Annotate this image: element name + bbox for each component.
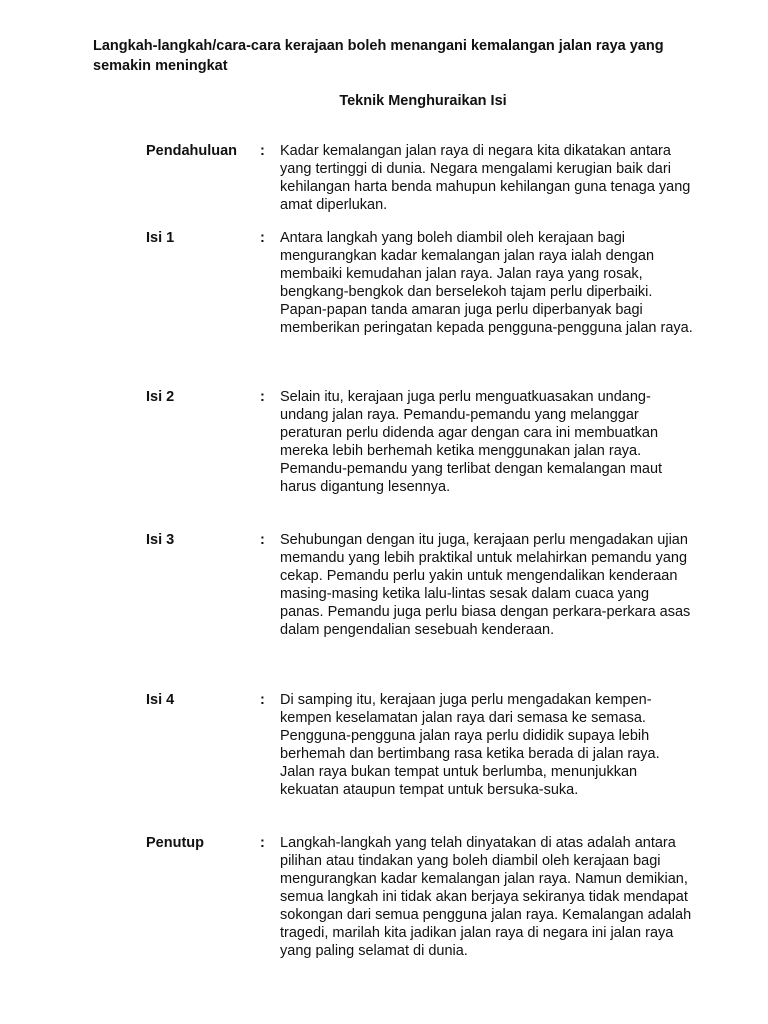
label-separator: : — [260, 532, 265, 548]
section-label: Penutup — [146, 835, 204, 851]
section-text: Kadar kemalangan jalan raya di negara kita dikatakan antara yang tertinggi di dunia. Negara mengalami kerugian baik dari kehilangan harta benda mahupun kehilangan guna tenaga yang amat diperlukan. — [280, 143, 691, 213]
section-text: Langkah-langkah yang telah dinyatakan di atas adalah antara pilihan atau tindakan yang boleh diambil oleh kerajaan bagi mengurangkan kadar kemalangan jalan raya. Namun demikian, semua langkah ini tidak akan berjaya sekiranya tidak mendapat sokongan dari semua pengguna jalan raya. Kemalangan adalah tragedi, marilah kita jadikan jalan raya di negara ini jalan raya yang paling selamat di dunia. — [280, 835, 692, 959]
label-separator: : — [260, 230, 265, 246]
label-separator: : — [260, 143, 265, 159]
section-label: Pendahuluan — [146, 143, 238, 159]
section-text: Selain itu, kerajaan juga perlu menguatkuasakan undang-undang jalan raya. Pemandu-pemandu yang melanggar peraturan perlu didenda agar dengan cara ini membuatkan mereka lebih berhemah ketika menggunakan jalan raya. Pemandu-pemandu yang terlibat dengan kemalangan maut harus digantung lesennya. — [280, 389, 663, 495]
label-separator: : — [260, 389, 265, 405]
section-text: Sehubungan dengan itu juga, kerajaan perlu mengadakan ujian memandu yang lebih praktikal untuk melahirkan pemandu yang cekap. Pemandu perlu yakin untuk mengendalikan kenderaan masing-masing ketika lalu-lintas sesak dalam cuaca yang panas. Pemandu juga perlu biasa dengan perkara-perkara asas dalam pengendalian sesebuah kenderaan. — [280, 532, 691, 638]
section-label: Isi 4 — [146, 692, 175, 708]
document-subtitle: Teknik Menghuraikan Isi — [339, 93, 507, 109]
section-label: Isi 2 — [146, 389, 175, 405]
section-isi-4 — [146, 691, 706, 851]
section-label: Isi 3 — [146, 532, 175, 548]
label-separator: : — [260, 835, 265, 851]
label-separator: : — [260, 692, 265, 708]
section-penutup — [146, 834, 706, 994]
section-isi-1 — [146, 229, 706, 389]
section-label: Isi 1 — [146, 230, 175, 246]
section-isi-2 — [146, 388, 706, 548]
section-text: Antara langkah yang boleh diambil oleh kerajaan bagi mengurangkan kadar kemalangan jalan raya ialah dengan membaiki kemudahan jalan raya. Jalan raya yang rosak, bengkang-bengkok dan berselekoh tajam perlu diperbaiki. Papan-papan tanda amaran juga perlu diperbanyak bagi memberikan peringatan kepada pengguna-pengguna jalan raya. — [280, 230, 693, 336]
section-isi-3 — [146, 531, 706, 691]
page-title: Langkah-langkah/cara-cara kerajaan boleh menangani kemalangan jalan raya yang semakin meningkat — [93, 38, 664, 74]
section-text: Di samping itu, kerajaan juga perlu mengadakan kempen-kempen keselamatan jalan raya dari semasa ke semasa. Pengguna-pengguna jalan raya perlu dididik supaya lebih berhemah dan bertimbang rasa ketika berada di jalan raya. Jalan raya bukan tempat untuk berlumba, menunjukkan kekuatan ataupun tempat untuk bersuka-suka. — [280, 692, 660, 798]
